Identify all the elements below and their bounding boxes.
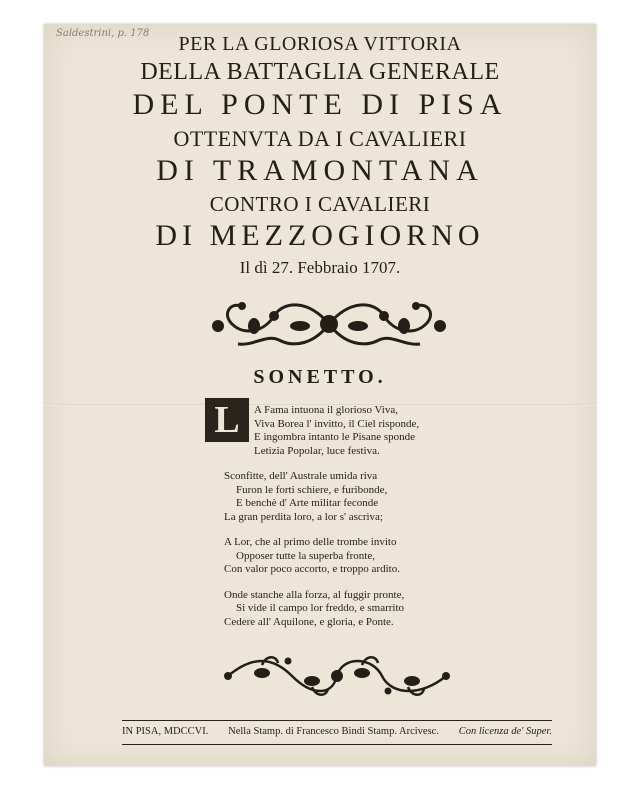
imprint-place-year: IN PISA, MDCCVI. <box>122 726 209 737</box>
verse-line: Viva Borea l' invitto, il Ciel risponde, <box>254 417 420 430</box>
title-line-2: DELLA BATTAGLIA GENERALE <box>140 59 500 85</box>
stanza-4 <box>224 589 584 630</box>
verse-line: Con valor poco accorto, e troppo ardito. <box>224 563 400 575</box>
floral-vine-ornament-icon <box>222 651 452 701</box>
verse-line: Onde stanche alla forza, al fuggir pronte, <box>224 588 405 601</box>
verse-line: Sconfitte, dell' Australe umida riva <box>224 470 378 482</box>
imprint-rule-bottom <box>122 744 552 745</box>
broadside-sheet <box>44 24 596 766</box>
imprint-printer: Nella Stamp. di Francesco Bindi Stamp. Arcivesc. <box>228 726 439 737</box>
title-line-1: PER LA GLORIOSA VITTORIA <box>178 33 462 55</box>
sonnet-heading: SONETTO. <box>253 366 387 388</box>
verse-line: Cedere all' Aquilone, e gloria, e Ponte. <box>224 615 394 628</box>
verse-line: Opposer tutte la superba fronte, <box>236 549 375 562</box>
stanza-1 <box>224 404 584 458</box>
title-block <box>44 34 596 276</box>
date-line: Il dì 27. Febbraio 1707. <box>239 258 401 277</box>
verse-line: A Fama intuona il glorioso Viva, <box>254 404 398 416</box>
title-line-5: DI TRAMONTANA <box>156 154 484 187</box>
imprint-rule-top <box>122 720 552 721</box>
verse-line: E benchè d' Arte militar feconde <box>236 497 379 509</box>
scroll-ornament-icon <box>204 296 454 352</box>
sonnet-text <box>224 404 584 641</box>
decorated-initial: L <box>205 398 249 442</box>
imprint-line <box>122 726 552 737</box>
title-line-7: DI MEZZOGIORNO <box>155 219 485 252</box>
verse-line: A Lor, che al primo delle trombe invito <box>224 536 397 548</box>
handwritten-note: Saldestrini, p. 178 <box>56 28 150 39</box>
stanza-2 <box>224 470 584 524</box>
title-line-4: OTTENVTA DA I CAVALIERI <box>173 126 467 151</box>
title-line-3: DEL PONTE DI PISA <box>132 88 508 121</box>
stanza-3 <box>224 536 584 577</box>
title-line-6: CONTRO I CAVALIERI <box>209 192 431 216</box>
verse-line: La gran perdita loro, a lor s' ascriva; <box>224 510 383 523</box>
verse-line: Furon le forti schiere, e furibonde, <box>236 483 388 496</box>
imprint-license: Con licenza de' Super. <box>458 726 552 737</box>
verse-line: Si vide il campo lor freddo, e smarrito <box>236 602 405 614</box>
verse-line: Letizia Popolar, luce festiva. <box>254 444 380 457</box>
verse-line: E ingombra intanto le Pisane sponde <box>254 431 415 443</box>
